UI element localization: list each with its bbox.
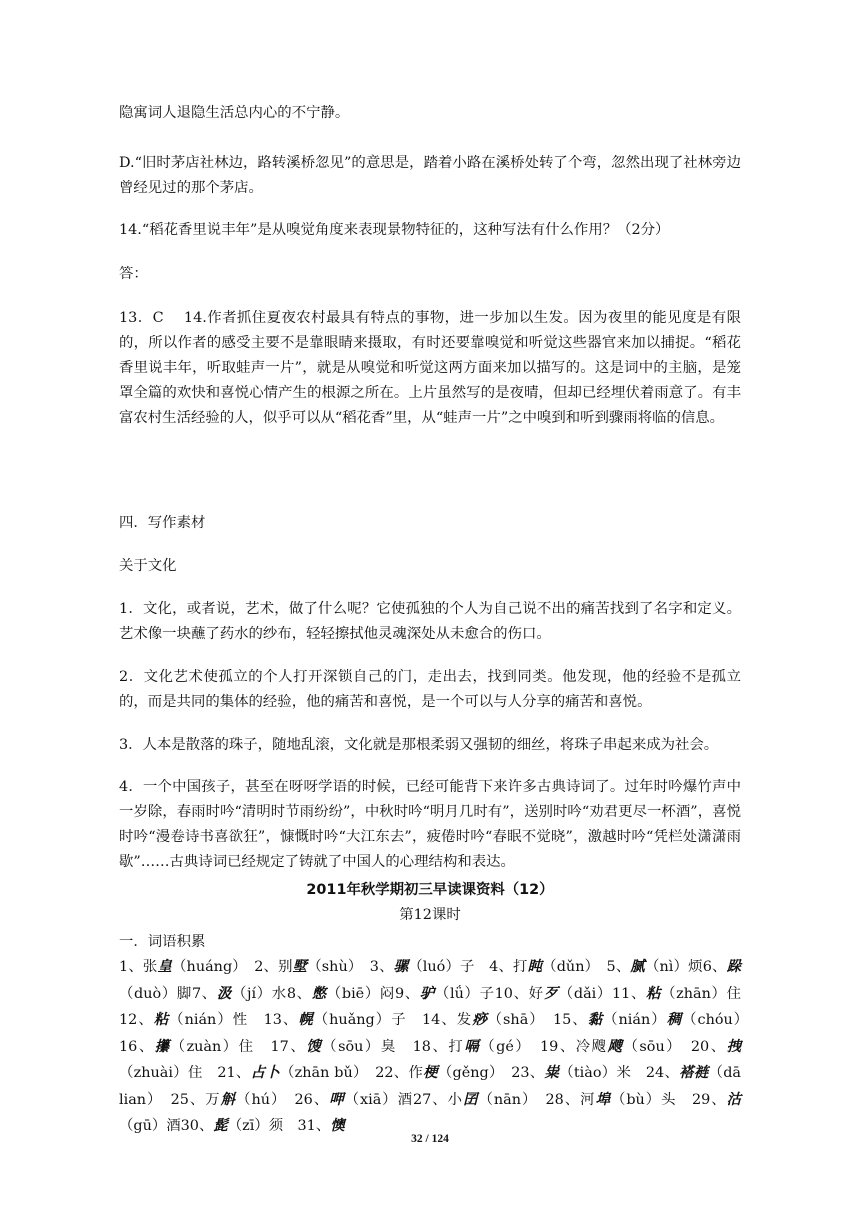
vocab-word: 粘 xyxy=(153,1011,170,1028)
vocab-number: 8、 xyxy=(286,985,312,1002)
vocab-number: 24、 xyxy=(645,1065,680,1081)
vocab-spacer xyxy=(631,1065,646,1081)
vocab-number: 31、 xyxy=(297,1118,331,1134)
vocab-pinyin: （nián）性 xyxy=(169,1012,249,1028)
vocab-item xyxy=(495,986,612,1002)
vocab-word: 馊 xyxy=(306,1037,323,1055)
vocab-spacer xyxy=(283,1118,297,1134)
vocab-pinyin: （zuàn）住 xyxy=(170,1038,255,1055)
vocab-item xyxy=(395,986,495,1002)
vocab-spacer xyxy=(524,1039,540,1055)
vocab-spacer xyxy=(279,1092,294,1108)
vocab-word: 嗝 xyxy=(464,1037,481,1055)
vocab-item xyxy=(422,1012,553,1028)
vocab-spacer xyxy=(677,1092,692,1108)
vocab-word: 憋 xyxy=(311,984,327,1002)
culture-item-3: 3．人本是散落的珠子，随地乱滚，文化就是那根柔弱又强韧的细丝，将珠子串起来成为社会。 xyxy=(119,737,719,753)
vocab-word: 驴 xyxy=(419,984,435,1002)
vocab-word: 幌 xyxy=(298,1011,314,1028)
vocab-word: 骡 xyxy=(393,958,409,975)
vocab-word: 呷 xyxy=(329,1090,345,1108)
vocab-number: 22、作 xyxy=(375,1065,424,1081)
vocab-spacer xyxy=(240,959,255,975)
vocab-item xyxy=(511,1065,646,1081)
vocab-pinyin: （sōu）臭 xyxy=(322,1038,397,1055)
vocab-number: 29、 xyxy=(691,1091,727,1108)
vocab-number: 27、小 xyxy=(413,1091,464,1108)
paragraph-answer-label: 答： xyxy=(119,266,148,282)
vocab-pinyin: （nān） xyxy=(478,1091,531,1108)
vocab-pinyin: （jí）水 xyxy=(231,985,287,1002)
vocab-spacer xyxy=(248,1012,263,1028)
vocab-pinyin: （gé） xyxy=(480,1038,525,1055)
vocab-word: 囝 xyxy=(463,1090,479,1108)
paragraph-answer-c-continued: 隐寓词人退隐生活总内心的不宁静。 xyxy=(119,105,350,121)
vocab-pinyin: （dǎi） xyxy=(558,985,612,1002)
culture-item-1: 1．文化，或者说，艺术，做了什么呢？它使孤独的个人为自己说不出的痛苦找到了名字和定义。艺术像一块蘸了药水的纱布，轻轻擦拭他灵魂深处从未愈合的伤口。 xyxy=(119,601,741,642)
vocab-item xyxy=(413,1092,546,1108)
vocab-pinyin: （biē）闷 xyxy=(326,985,395,1002)
vocab-spacer xyxy=(538,1012,553,1028)
section-heading-writing-material: 四．写作素材 xyxy=(119,515,206,531)
vocab-item xyxy=(546,1092,692,1108)
vocab-item xyxy=(612,986,755,1002)
vocab-pinyin: （luó）子 xyxy=(408,959,475,975)
vocab-word: 粘 xyxy=(646,984,662,1002)
section-title: 2011年秋学期初三早读课资料（12） xyxy=(306,882,554,898)
vocab-item xyxy=(375,1065,511,1081)
vocab-pinyin: （nián） xyxy=(603,1012,667,1028)
vocab-word: 皇 xyxy=(157,958,172,975)
lesson-number: 第12课时 xyxy=(399,907,461,923)
vocab-number: 10、好 xyxy=(494,985,544,1002)
vocab-number: 11、 xyxy=(611,985,647,1002)
vocab-number: 2、别 xyxy=(254,959,293,975)
vocab-word: 盹 xyxy=(527,958,543,975)
vocab-number: 17、 xyxy=(270,1038,307,1055)
paragraph-question-14: 14.“稻花香里说丰年”是从嗅觉角度来表现景物特征的，这种写法有什么作用？（2分） xyxy=(119,222,670,238)
vocab-number: 28、河 xyxy=(545,1091,596,1108)
vocab-number: 26、 xyxy=(294,1091,330,1108)
vocab-number: 19、冷飕 xyxy=(540,1038,608,1055)
vocab-item xyxy=(119,1039,271,1055)
vocab-item xyxy=(295,1092,413,1108)
vocab-pinyin: （shù） xyxy=(307,959,356,975)
vocab-number: 21、 xyxy=(217,1065,251,1081)
subheading-about-culture: 关于文化 xyxy=(119,558,177,574)
vocab-spacer xyxy=(407,1012,422,1028)
vocab-item xyxy=(298,1118,345,1134)
vocab-spacer xyxy=(741,986,755,1002)
vocab-word: 痧 xyxy=(472,1011,488,1028)
vocab-pinyin: （xiā）酒 xyxy=(344,1091,414,1108)
vocab-number: 12、 xyxy=(119,1012,154,1028)
vocab-pinyin: （hú） xyxy=(236,1091,280,1108)
vocab-item xyxy=(254,959,370,975)
vocab-word: 跺 xyxy=(726,958,741,975)
vocab-pinyin: （huǎng）子 xyxy=(313,1012,407,1028)
vocab-pinyin: （tiào）米 xyxy=(559,1065,632,1081)
vocab-spacer xyxy=(530,1092,545,1108)
vocab-word: 褡裢 xyxy=(679,1064,709,1081)
culture-item-4: 4．一个中国孩子，甚至在呀呀学语的时候，已经可能背下来许多古典诗词了。过年时吟爆竹声中一岁除，春雨时吟“清明时节雨纷纷”，中秋时吟“明月几时有”，送别时吟“劝君更尽一杯酒”，喜悦时吟“漫卷诗书喜欲狂”，慷慨时吟“大江东去”，疲倦时吟“春眠不觉晓”，激越时吟“凭栏处潇潇雨歇”……古典诗词已经规定了铸就了中国人的心理结构和表达。 xyxy=(119,779,741,870)
vocab-word: 墅 xyxy=(292,958,308,975)
culture-item-2: 2．文化艺术使孤立的个人打开深锁自己的门，走出去，找到同类。他发现，他的经验不是孤立的，而是共同的集体的经验，他的痛苦和喜悦，是一个可以与人分享的痛苦和喜悦。 xyxy=(119,669,741,710)
vocab-number: 16、 xyxy=(119,1038,155,1055)
vocab-word: 飕 xyxy=(607,1037,624,1055)
vocab-number: 18、打 xyxy=(412,1038,465,1055)
vocab-number: 14、发 xyxy=(422,1012,473,1028)
vocab-spacer xyxy=(675,1039,691,1055)
vocab-item xyxy=(264,1012,422,1028)
vocab-pinyin: （huáng） xyxy=(172,959,240,975)
vocab-word: 黏 xyxy=(587,1011,604,1028)
vocab-pinyin: （bù）头 xyxy=(610,1091,677,1108)
vocab-item xyxy=(553,1012,667,1028)
vocab-word: 占卜 xyxy=(250,1064,280,1081)
paragraph-answer-key: 13．C 14.作者抓住夏夜农村最具有特点的事物，进一步加以生发。因为夜里的能见度是有限的，所以作者的感受主要不是靠眼睛来摄取，有时还要靠嗅觉和听觉这些器官来加以捕捉。“稻花香里说丰年，听取蛙声一片”，就是从嗅觉和听觉这两方面来加以描写的。这是词中的主脑，是笼罩全篇的欢快和喜悦心情产生的根源之所在。上片虽然写的是夜晴，但却已经埋伏着雨意了。有丰富农村生活经验的人，似乎可以从“稻花香”里，从“蛙声一片”之中嗅到和听到骤雨将临的信息。 xyxy=(119,310,741,426)
vocab-pinyin: （dǔn） xyxy=(542,959,592,975)
vocab-number: 7、 xyxy=(191,985,217,1002)
vocab-pinyin: （zhuài）住 xyxy=(119,1065,203,1081)
vocab-word: 歹 xyxy=(543,984,559,1002)
vocab-spacer xyxy=(255,1039,271,1055)
vocab-pinyin: （duò）脚 xyxy=(119,985,192,1002)
vocab-pinyin: （gū）酒 xyxy=(119,1118,181,1134)
vocab-item xyxy=(181,1118,298,1134)
vocab-pinyin: （gěng） xyxy=(437,1065,497,1081)
vocab-pinyin: （shā） xyxy=(487,1012,538,1028)
vocab-number: 3、 xyxy=(369,959,394,975)
vocab-spacer xyxy=(355,959,370,975)
vocab-item xyxy=(271,1039,413,1055)
vocab-word: 稠 xyxy=(666,1011,683,1028)
vocab-heading: 一．词语积累 xyxy=(119,934,206,950)
vocab-number: 15、 xyxy=(552,1012,588,1028)
vocab-spacer xyxy=(497,1065,512,1081)
vocab-number: 30、 xyxy=(180,1118,214,1134)
vocab-spacer xyxy=(397,1039,413,1055)
vocab-word: 攥 xyxy=(154,1037,171,1055)
vocab-word: 斛 xyxy=(220,1090,237,1108)
vocab-item xyxy=(287,986,395,1002)
vocab-pinyin: （zhān bǔ） xyxy=(280,1065,361,1081)
vocab-number: 23、 xyxy=(511,1065,545,1081)
vocab-spacer xyxy=(361,1065,376,1081)
vocab-number: 20、 xyxy=(690,1038,727,1055)
vocab-item xyxy=(413,1039,540,1055)
vocab-word: 梗 xyxy=(423,1064,438,1081)
paragraph-option-d: D.“旧时茅店社林边，路转溪桥忽见”的意思是，踏着小路在溪桥处转了个弯，忽然出现了社林旁边曾经见过的那个茅店。 xyxy=(119,155,741,196)
vocab-word: 汲 xyxy=(216,984,232,1002)
vocab-pinyin: （zī）须 xyxy=(227,1118,284,1134)
vocab-pinyin: （zhān）住 xyxy=(661,985,741,1002)
vocab-number: 13、 xyxy=(263,1012,299,1028)
vocab-number: 25、万 xyxy=(170,1091,221,1108)
vocab-word: 沽 xyxy=(726,1090,742,1108)
vocab-word: 埠 xyxy=(595,1090,611,1108)
vocab-pinyin: （chóu） xyxy=(682,1012,741,1028)
vocab-word: 髭 xyxy=(213,1117,228,1134)
vocab-item xyxy=(192,986,287,1002)
vocab-item xyxy=(119,1012,264,1028)
vocab-item xyxy=(540,1039,691,1055)
vocab-number: 5、 xyxy=(606,959,631,975)
vocab-spacer xyxy=(592,959,607,975)
vocab-list xyxy=(119,954,741,1140)
vocab-item xyxy=(489,959,606,975)
vocab-number: 9、 xyxy=(394,985,420,1002)
vocab-spacer xyxy=(475,959,490,975)
vocab-pinyin: （nì）烦 xyxy=(644,959,703,975)
vocab-item xyxy=(667,1012,756,1028)
vocab-number: 4、打 xyxy=(489,959,528,975)
vocab-item xyxy=(171,1092,295,1108)
vocab-pinyin: （dā lian） xyxy=(119,1065,741,1108)
vocab-item xyxy=(217,1065,375,1081)
vocab-pinyin: （sōu） xyxy=(623,1038,675,1055)
vocab-spacer xyxy=(203,1065,218,1081)
vocab-word: 腻 xyxy=(630,958,645,975)
vocab-word: 粜 xyxy=(544,1064,560,1081)
vocab-item xyxy=(370,959,489,975)
vocab-word: 懊 xyxy=(330,1117,345,1134)
vocab-word: 拽 xyxy=(726,1037,742,1055)
vocab-spacer xyxy=(741,1012,755,1028)
vocab-item xyxy=(607,959,703,975)
vocab-item xyxy=(119,959,254,975)
page-number: 32 / 124 xyxy=(411,1133,449,1145)
vocab-spacer xyxy=(155,1092,170,1108)
vocab-pinyin: （lǘ）子 xyxy=(434,985,495,1002)
vocab-number: 1、张 xyxy=(119,959,158,975)
vocab-number: 6、 xyxy=(702,959,727,975)
